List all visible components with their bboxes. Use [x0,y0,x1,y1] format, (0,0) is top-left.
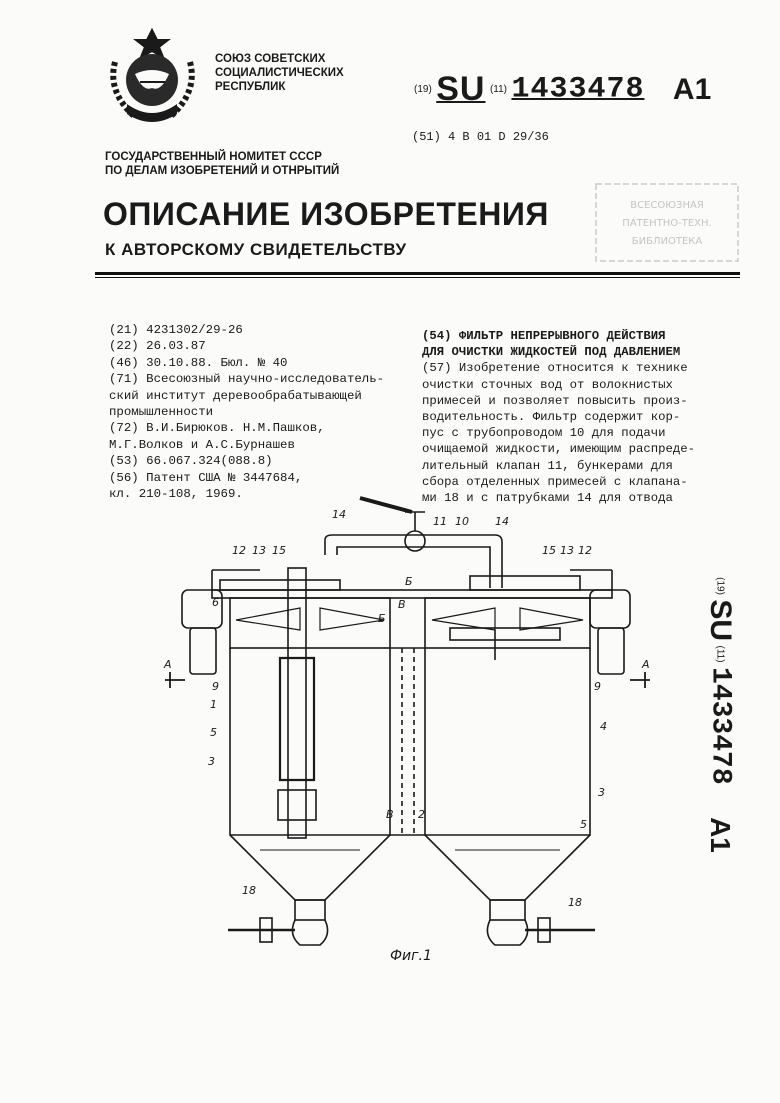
union-line: СОЮЗ СОВЕТСКИХ [215,53,326,65]
part-label: 13 [252,544,266,557]
part-label: 13 [560,544,574,557]
part-label: 12 [578,544,592,557]
biblio-line: (53) 66.067.324(088.8) [109,454,273,469]
part-label: 3 [598,786,605,799]
part-label: 15 [272,544,286,557]
part-label: 2 [418,808,425,821]
patent-number: 1433478 [511,72,645,107]
abstract-line: водительность. Фильтр содержит кор- [422,410,681,425]
committee-name [105,150,339,178]
ipc-value: B 01 D 29/36 [462,130,549,144]
valve [405,531,425,551]
biblio-line: (21) 4231302/29-26 [109,323,243,337]
biblio-line: промышленности [109,405,214,420]
part-label: 9 [594,680,601,693]
biblio-line: ский институт деревообрабатывающей [109,388,362,403]
union-name [215,52,344,94]
ipc-classification [412,130,549,144]
biblio-line: (72) В.И.Бирюков. Н.М.Пашков, [109,421,325,436]
abstract-line: очищаемой жидкости, имеющим распреде- [422,442,696,457]
committee-line: ГОСУДАРСТВЕННЫЙ НОМИТЕТ СССР [105,151,322,163]
union-line: СОЦИАЛИСТИЧЕСКИХ [215,67,344,79]
abstract-line: сбора отделенных примесей с клапана- [422,474,688,489]
filter-drawing [150,490,670,975]
part-label: 14 [495,515,509,528]
part-label: 11 [433,515,447,528]
part-label: 1 [210,698,217,711]
figure-caption: Фиг.1 [390,948,432,964]
abstract-line: (57) Изобретение относится к технике [422,361,688,376]
part-label: 9 [212,680,219,693]
abstract-line: очистки сточных вод от волокнистых [422,377,673,392]
invention-title-line: (54) ФИЛЬТР НЕПРЕРЫВНОГО ДЕЙСТВИЯ [422,329,666,343]
abstract-line: лительный клапан 11, бункерами для [422,458,673,473]
biblio-line: (46) 30.10.88. Бюл. № 40 [109,355,288,370]
union-line: РЕСПУБЛИК [215,81,286,93]
side-country: SU [704,599,737,642]
right-hopper [425,835,590,900]
biblio-line: кл. 210-108, 1969. [109,487,243,502]
side-kind: A1 [705,817,736,853]
part-label: 18 [568,896,582,909]
part-label: 5 [210,726,217,739]
section-label: В [386,808,394,821]
side-patent-number [703,577,737,853]
top-plate [212,590,612,598]
side-number-code: (11) [714,645,726,663]
section-label: А [164,658,172,671]
kind-code: A1 [672,72,712,106]
part-label: 14 [332,508,346,521]
library-stamp [592,180,742,265]
section-label: А [642,658,650,671]
side-number: 1433478 [704,667,736,785]
abstract-line: пус с трубопроводом 10 для подачи [422,426,666,441]
header-rule [95,272,740,275]
part-label: 15 [542,544,556,557]
part-label: 12 [232,544,246,557]
biblio-line: (22) 26.03.87 [109,339,206,354]
biblio-line: (71) Всесоюзный научно-исследователь- [109,372,385,387]
section-label: Б [378,612,386,625]
document-title: ОПИСАНИЕ ИЗОБРЕТЕНИЯ [103,196,549,232]
abstract-line: ми 18 и с патрубками 14 для отвода [422,491,673,506]
invention-title-line: ДЛЯ ОЧИСТКИ ЖИДКОСТЕЙ ПОД ДАВЛЕНИЕМ [422,345,681,360]
committee-line: ПО ДЕЛАМ ИЗОБРЕТЕНИЙ И ОТНРЫТИЙ [105,165,340,177]
stamp-line: БИБЛИОТЕКА [631,236,703,247]
side-country-code: (19) [714,577,726,595]
abstract-line: примесей и позволяет повысить произ- [422,393,688,408]
right-body [425,648,590,835]
part-label: 10 [455,515,469,528]
stamp-line: ПАТЕНТНО-ТЕХН. [622,218,712,229]
section-label: В [398,598,406,611]
abstract [422,328,742,506]
header-rule-thin [95,277,740,278]
part-label: 3 [208,755,215,768]
country-code: (19) [414,84,432,95]
part-label: 4 [600,720,607,733]
part-label: 18 [242,884,256,897]
bibliographic-data [109,322,409,502]
patent-number-block [414,70,711,109]
stamp-line: ВСЕСОЮЗНАЯ [630,200,704,211]
left-body [230,648,390,835]
right-motor [590,590,630,628]
biblio-line: М.Г.Волков и А.С.Бурнашев [109,437,295,452]
ussr-emblem [95,22,210,132]
inlet-pipe [325,535,502,588]
country: SU [436,70,486,108]
document-subtitle: К АВТОРСКОМУ СВИДЕТЕЛЬСТВУ [105,240,407,259]
number-code: (11) [489,84,507,95]
section-label: Б [405,575,413,588]
part-label: 5 [580,818,587,831]
part-label: 6 [212,596,219,609]
ipc-code: (51) 4 [412,130,456,144]
biblio-line: (56) Патент США № 3447684, [109,470,303,485]
